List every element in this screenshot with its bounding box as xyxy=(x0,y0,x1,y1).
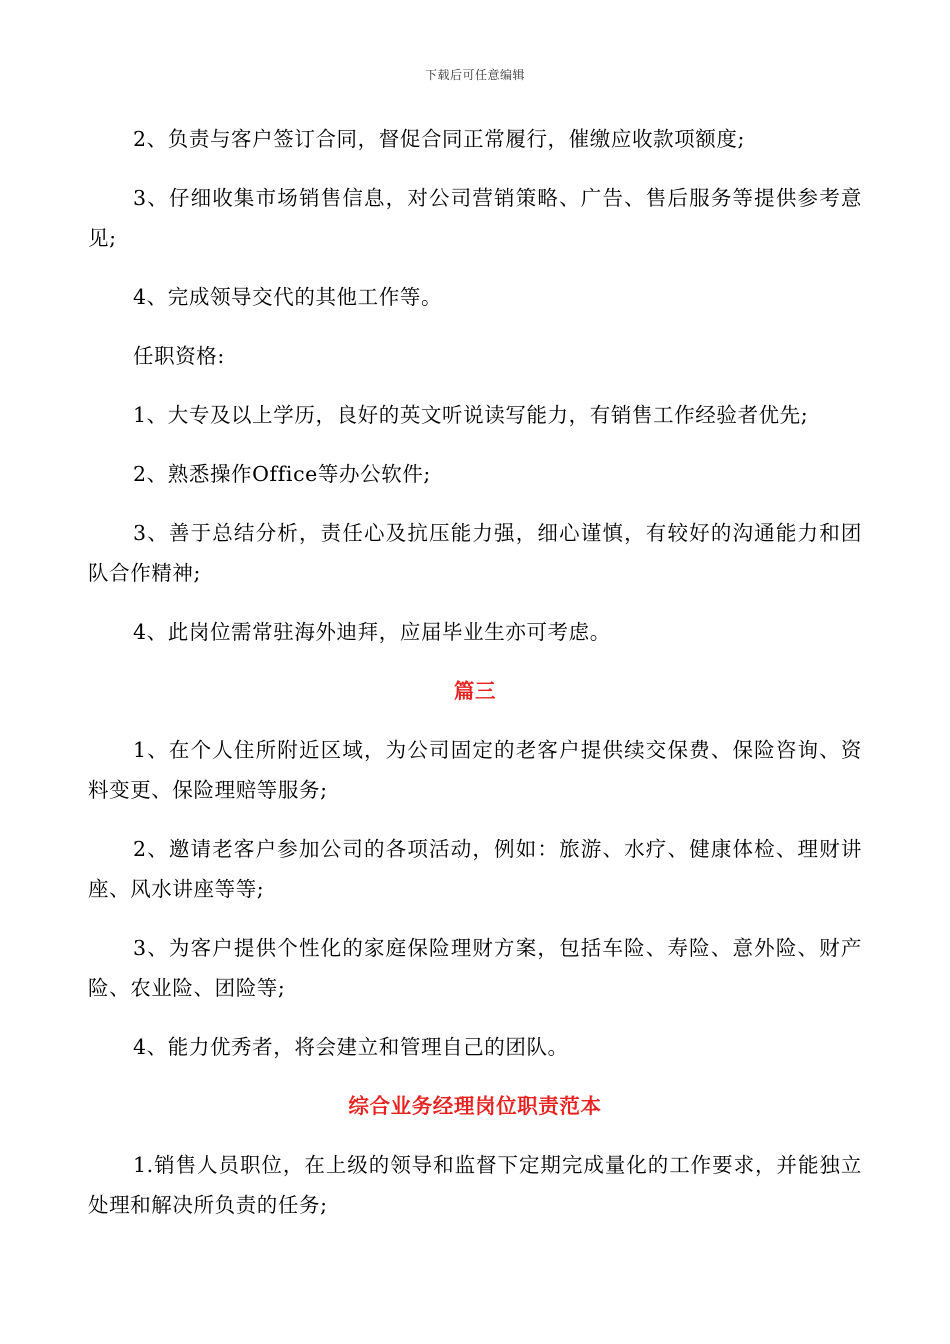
paragraph: 1、在个人住所附近区域，为公司固定的老客户提供续交保费、保险咨询、资料变更、保险理赔等服务; xyxy=(88,738,862,802)
paragraph: 4、此岗位需常驻海外迪拜，应届毕业生亦可考虑。 xyxy=(133,620,611,644)
paragraph: 1、大专及以上学历，良好的英文听说读写能力，有销售工作经验者优先; xyxy=(133,403,809,427)
paragraph: 2、邀请老客户参加公司的各项活动，例如：旅游、水疗、健康体检、理财讲座、风水讲座等等; xyxy=(88,837,862,901)
paragraph: 3、仔细收集市场销售信息，对公司营销策略、广告、售后服务等提供参考意见; xyxy=(88,186,862,250)
paragraph: 2、负责与客户签订合同，督促合同正常履行，催缴应收款项额度; xyxy=(133,127,745,151)
section-heading: 综合业务经理岗位职责范本 xyxy=(348,1094,602,1118)
page-header: 下载后可任意编辑 xyxy=(424,68,525,82)
paragraph: 2、熟悉操作Office等办公软件; xyxy=(133,462,431,486)
paragraph: 3、为客户提供个性化的家庭保险理财方案，包括车险、寿险、意外险、财产险、农业险、团险等; xyxy=(88,936,862,1000)
paragraph: 3、善于总结分析，责任心及抗压能力强，细心谨慎，有较好的沟通能力和团队合作精神; xyxy=(88,521,862,585)
paragraph: 任职资格: xyxy=(133,344,225,368)
paragraph: 4、能力优秀者，将会建立和管理自己的团队。 xyxy=(133,1035,569,1059)
document-body xyxy=(88,119,862,1244)
section-heading: 篇三 xyxy=(453,679,497,703)
paragraph: 1.销售人员职位，在上级的领导和监督下定期完成量化的工作要求，并能独立处理和解决所负责的任务; xyxy=(88,1153,862,1217)
paragraph: 4、完成领导交代的其他工作等。 xyxy=(133,285,443,309)
